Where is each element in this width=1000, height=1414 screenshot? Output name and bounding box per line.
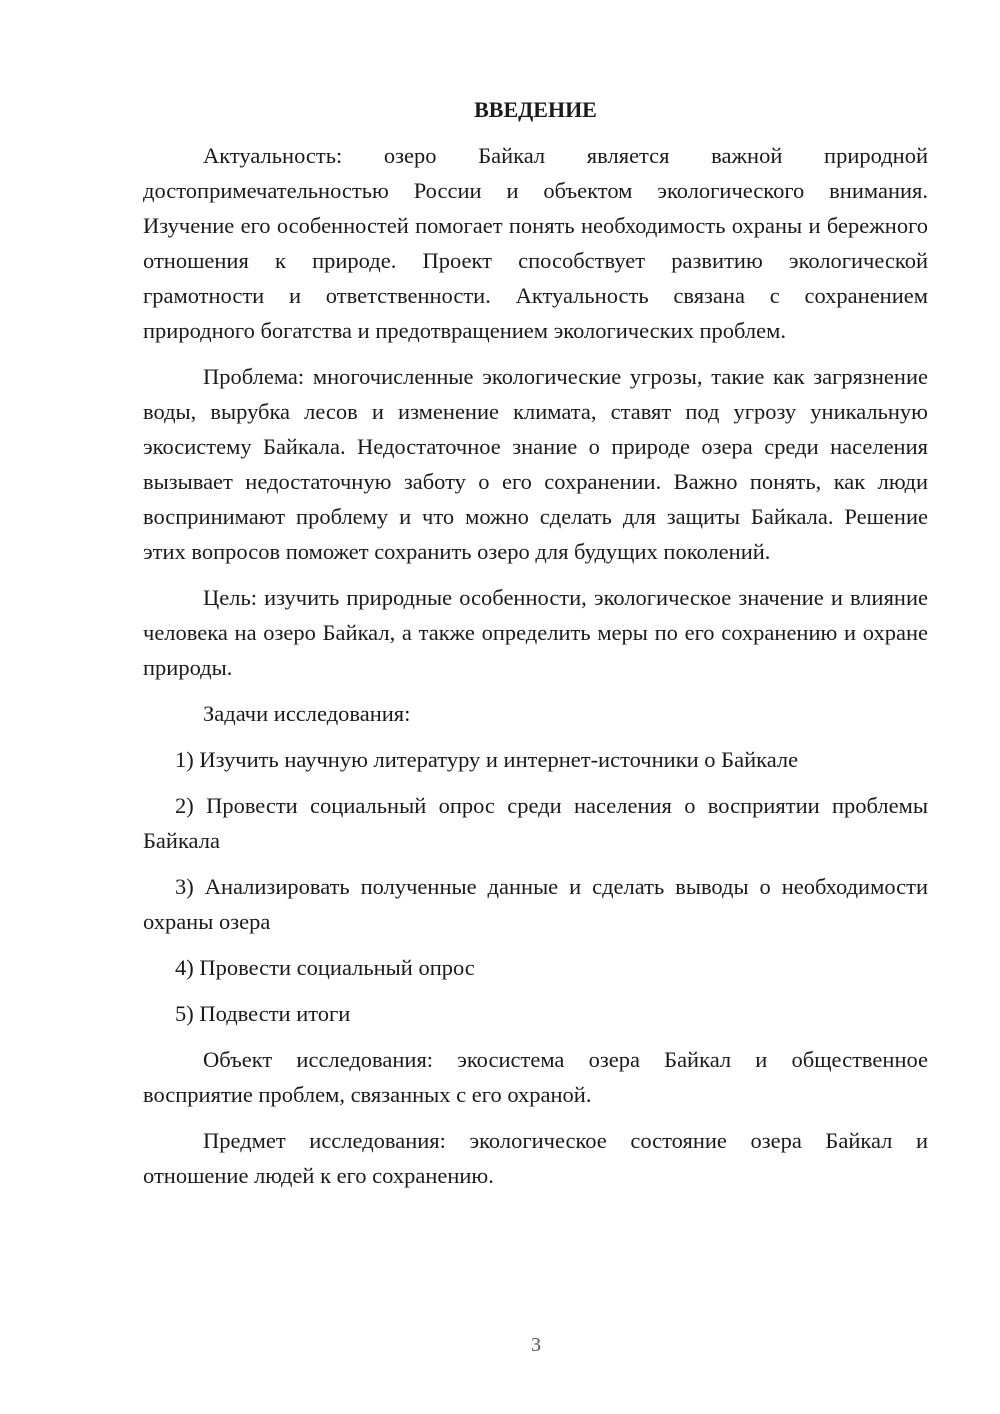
section-heading: ВВЕДЕНИЕ — [474, 97, 597, 122]
task-item-5: 5) Подвести итоги — [175, 1001, 351, 1026]
paragraph-subject: Предмет исследования: экологическое состояние озера Байкал и отношение людей к его сохранению. — [143, 1128, 928, 1188]
task-item-2: 2) Провести социальный опрос среди населения о восприятии проблемы Байкала — [143, 793, 928, 853]
paragraph-problem: Проблема: многочисленные экологические угрозы, такие как загрязнение воды, вырубка лесов и изменение климата, ставят под угрозу уникальную экосистему Байкала. Недостаточное знание о природе озера среди населения вызывает недостаточную заботу о его сохранении. Важно понять, как люди воспринимают проблему и что можно сделать для защиты Байкала. Решение этих вопросов поможет сохранить озеро для будущих поколений. — [143, 364, 928, 564]
task-item-4: 4) Провести социальный опрос — [175, 955, 475, 980]
page-content — [143, 92, 928, 1204]
paragraph-goal: Цель: изучить природные особенности, экологическое значение и влияние человека на озеро Байкал, а также определить меры по его сохранению и охране природы. — [143, 585, 928, 680]
task-item-1: 1) Изучить научную литературу и интернет-источники о Байкале — [175, 747, 799, 772]
paragraph-tasks-intro: Задачи исследования: — [203, 701, 411, 726]
paragraph-object: Объект исследования: экосистема озера Байкал и общественное восприятие проблем, связанных с его охраной. — [143, 1047, 928, 1107]
page-number: 3 — [531, 1334, 541, 1356]
task-item-3: 3) Анализировать полученные данные и сделать выводы о необходимости охраны озера — [143, 874, 928, 934]
paragraph-relevance: Актуальность: озеро Байкал является важной природной достопримечательностью России и объектом экологического внимания. Изучение его особенностей помогает понять необходимость охраны и бережного отношения к природе. Проект способствует развитию экологической грамотности и ответственности. Актуальность связана с сохранением природного богатства и предотвращением экологических проблем. — [143, 143, 928, 343]
